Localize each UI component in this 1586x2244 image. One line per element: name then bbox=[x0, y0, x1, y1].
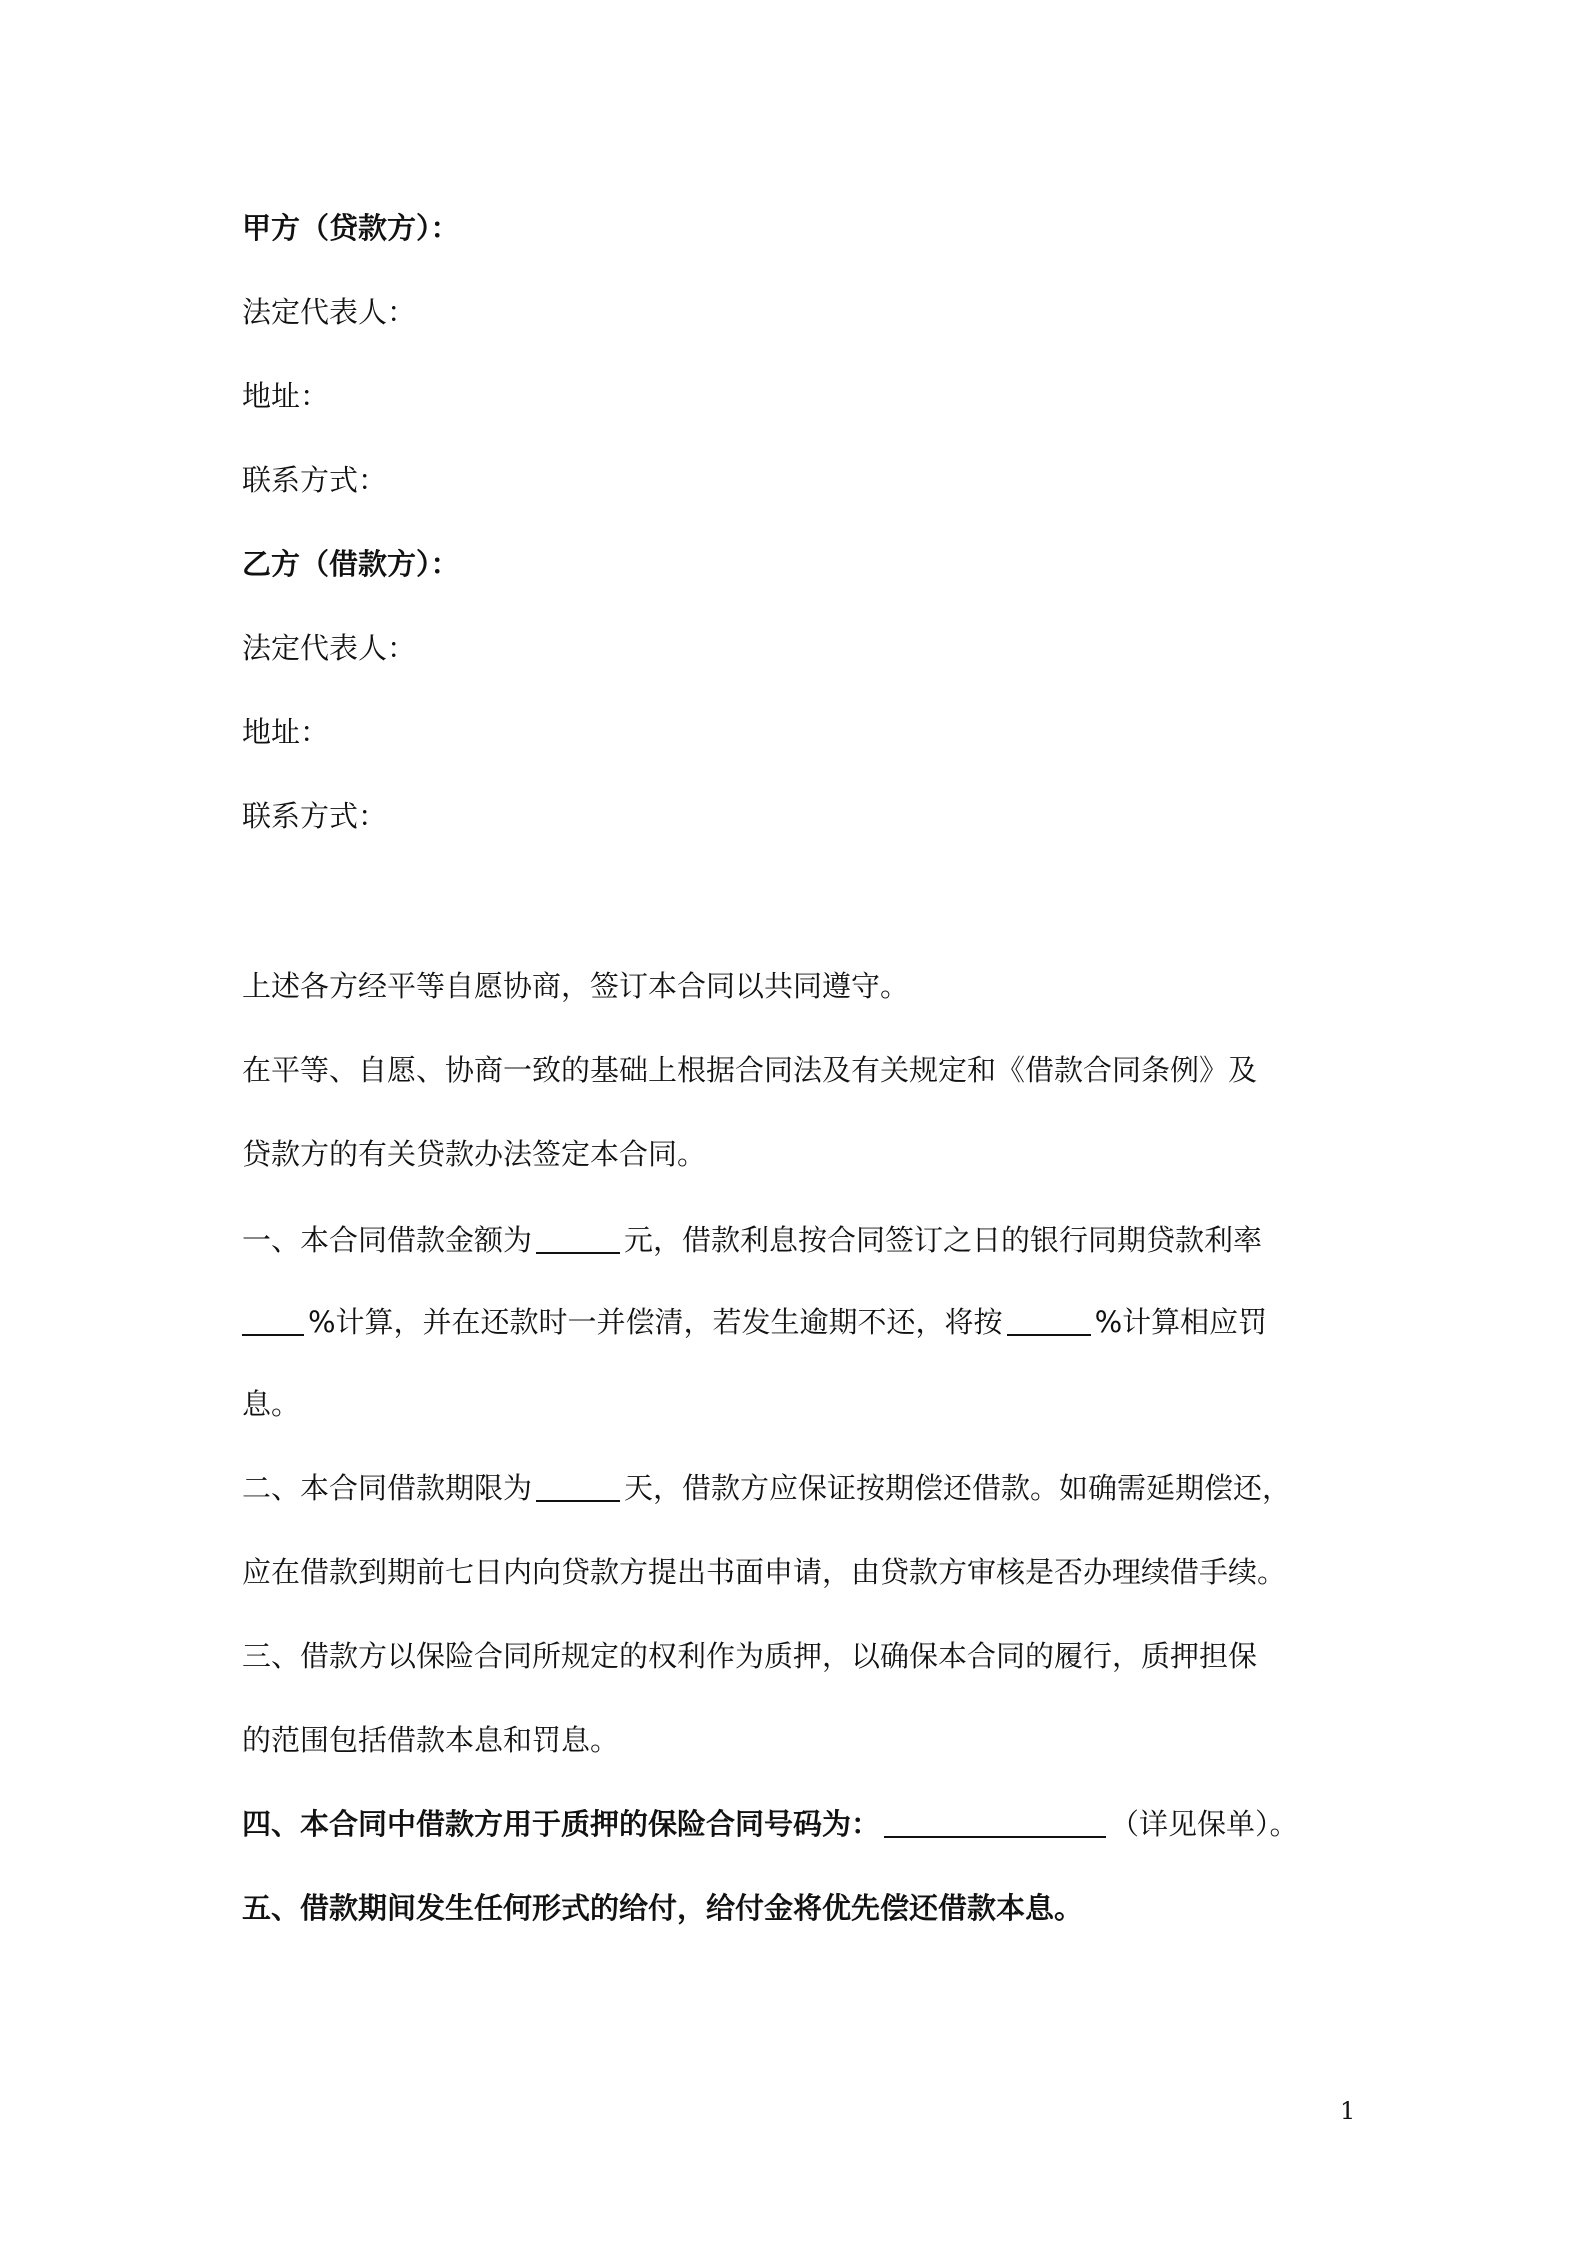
penalty-rate-blank bbox=[1007, 1304, 1091, 1336]
clause-1-line-1 bbox=[242, 1220, 1262, 1260]
clause-4-line-1 bbox=[242, 1804, 1299, 1844]
policy-number-blank bbox=[884, 1806, 1106, 1838]
clause-2-text-a: 二、本合同借款期限为 bbox=[242, 1471, 533, 1505]
party-b-address-label: 地址： bbox=[242, 715, 330, 749]
interest-rate-blank bbox=[242, 1304, 304, 1336]
loan-amount-blank bbox=[536, 1222, 620, 1254]
party-a-address-label: 地址： bbox=[242, 379, 330, 413]
clause-4-text-b: （详见保单）。 bbox=[1110, 1807, 1299, 1841]
party-a-rep-label: 法定代表人： bbox=[242, 295, 417, 329]
clause-1-text-d: %计算相应罚 bbox=[1094, 1305, 1268, 1339]
intro-line-1: 上述各方经平等自愿协商，签订本合同以共同遵守。 bbox=[242, 969, 910, 1003]
clause-1-line-2 bbox=[242, 1302, 1267, 1342]
party-b-heading: 乙方（借款方）： bbox=[242, 547, 460, 581]
clause-1-text-a: 一、本合同借款金额为 bbox=[242, 1223, 533, 1257]
party-a-heading: 甲方（贷款方）： bbox=[242, 211, 460, 245]
party-b-contact-label: 联系方式： bbox=[242, 799, 388, 833]
clause-5-line-1: 五、借款期间发生任何形式的给付，给付金将优先偿还借款本息。 bbox=[242, 1891, 1084, 1925]
party-a-contact-label: 联系方式： bbox=[242, 463, 388, 497]
clause-2-line-1 bbox=[242, 1468, 1291, 1508]
clause-1-line-3: 息。 bbox=[242, 1387, 301, 1421]
intro-line-2: 在平等、自愿、协商一致的基础上根据合同法及有关规定和《借款合同条例》及 bbox=[242, 1053, 1258, 1087]
loan-term-blank bbox=[536, 1470, 620, 1502]
clause-3-line-2: 的范围包括借款本息和罚息。 bbox=[242, 1723, 620, 1757]
clause-2-text-b: 天，借款方应保证按期偿还借款。如确需延期偿还， bbox=[624, 1471, 1292, 1505]
clause-1-text-b: 元，借款利息按合同签订之日的银行同期贷款利率 bbox=[624, 1223, 1263, 1257]
page-number: 1 bbox=[1340, 2097, 1356, 2125]
clause-4-text-a: 四、本合同中借款方用于质押的保险合同号码为： bbox=[242, 1807, 881, 1841]
party-b-rep-label: 法定代表人： bbox=[242, 631, 417, 665]
clause-3-line-1: 三、借款方以保险合同所规定的权利作为质押，以确保本合同的履行，质押担保 bbox=[242, 1639, 1258, 1673]
clause-1-text-c: %计算，并在还款时一并偿清，若发生逾期不还，将按 bbox=[308, 1305, 1003, 1339]
intro-line-3: 贷款方的有关贷款办法签定本合同。 bbox=[242, 1137, 707, 1171]
clause-2-line-2: 应在借款到期前七日内向贷款方提出书面申请，由贷款方审核是否办理续借手续。 bbox=[242, 1555, 1287, 1589]
